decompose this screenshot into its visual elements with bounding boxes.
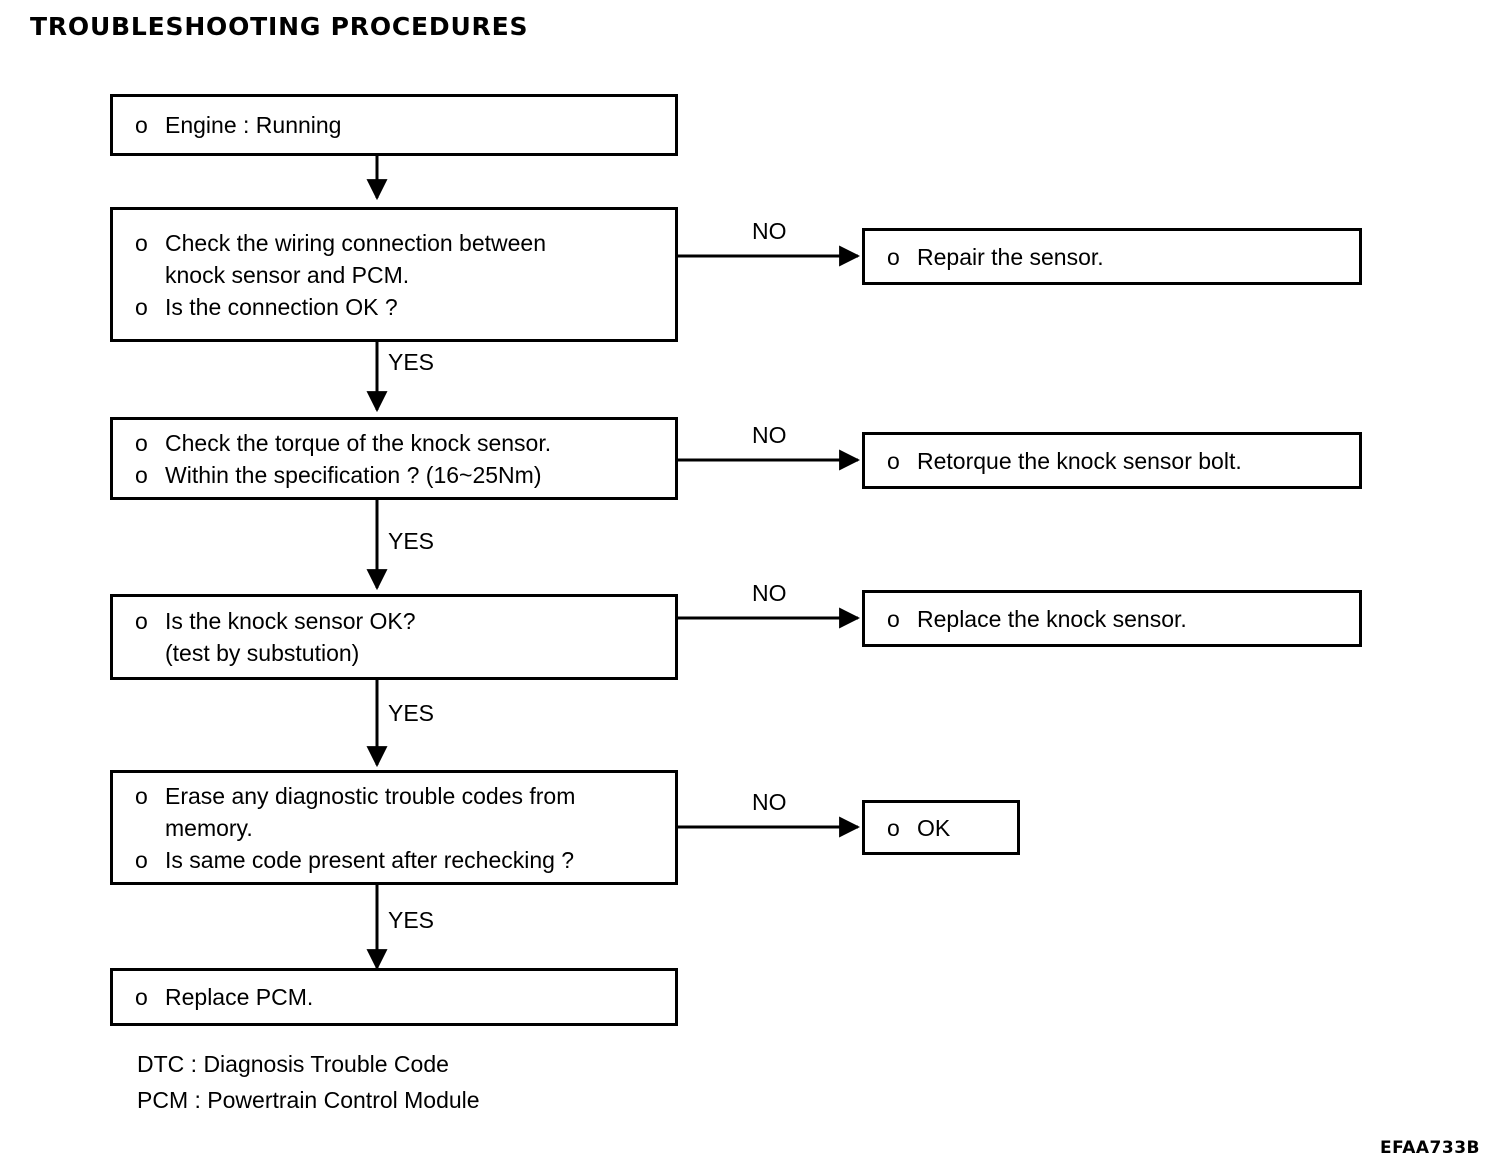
edge-label-no-4: NO [752,789,787,815]
node-line: o Retorque the knock sensor bolt. [887,445,1351,477]
flow-node-erase-codes [110,770,678,885]
bullet-icon: o [887,243,900,270]
bullet-icon: o [887,447,900,474]
bullet-icon: o [135,608,148,634]
legend-line-dtc: DTC : Diagnosis Trouble Code [137,1051,449,1077]
node-line: knock sensor and PCM. [165,261,410,288]
bullet-icon: o [135,293,148,320]
edge-label-no-3: NO [752,580,787,606]
edge-label-yes-1: YES [388,349,435,375]
node-line: o Erase any diagnostic trouble codes from [135,780,667,812]
flow-node-check-torque [110,417,678,500]
edge-label-no-2: NO [752,422,787,448]
bullet-icon: o [135,429,148,456]
edge-label-yes-4: YES [388,907,435,933]
figure-code: EFAA733B [1379,1138,1480,1158]
bullet-icon: o [887,605,900,632]
node-line: o Is the knock sensor OK? [135,605,667,637]
bullet-icon: o [887,814,900,841]
node-line: o OK [887,812,1009,844]
node-line: o Check the torque of the knock sensor. [135,427,667,459]
bullet-icon: o [135,846,148,873]
node-line: memory. [165,814,253,841]
edge-label-yes-3: YES [388,700,435,726]
flow-node-sensor-ok [110,594,678,680]
edge-label-yes-2: YES [388,528,435,554]
node-line: (test by substution) [165,640,360,666]
bullet-icon: o [135,229,148,256]
node-line: o Engine : Running [135,109,667,141]
bullet-icon: o [135,112,148,138]
legend-line-pcm: PCM : Powertrain Control Module [137,1087,480,1113]
bullet-icon: o [135,461,148,488]
flow-node-retorque-bolt [862,432,1362,489]
flow-node-check-wiring [110,207,678,342]
node-line: o Is the connection OK ? [135,291,667,323]
node-line: o Within the specification ? (16~25Nm) [135,459,667,491]
page-title: TROUBLESHOOTING PROCEDURES [30,12,529,41]
edge-label-no-1: NO [752,218,787,244]
flow-node-replace-pcm [110,968,678,1026]
flow-node-engine [110,94,678,156]
node-line: o Replace the knock sensor. [887,603,1351,635]
flow-node-replace-sensor [862,590,1362,647]
node-line: o Check the wiring connection between [135,227,667,259]
bullet-icon: o [135,984,148,1010]
bullet-icon: o [135,782,148,809]
flow-node-ok [862,800,1020,855]
node-line: o Replace PCM. [135,981,667,1013]
legend [137,1046,480,1118]
node-line: o Is same code present after rechecking ? [135,844,667,876]
node-line: o Repair the sensor. [887,241,1351,273]
flow-node-repair-sensor [862,228,1362,285]
